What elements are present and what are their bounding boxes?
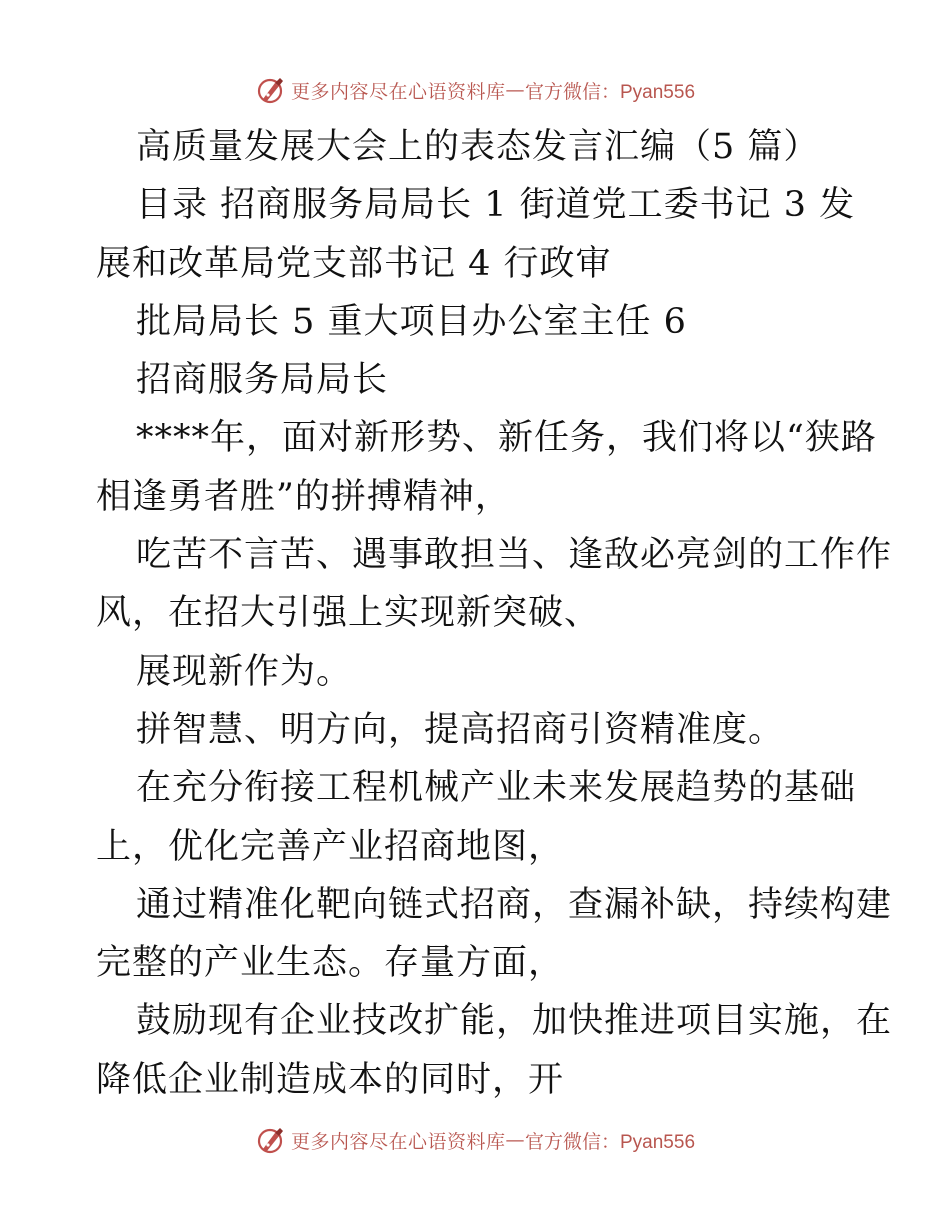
footer-separator: — xyxy=(505,1129,525,1151)
paragraph-line: 降低企业制造成本的同时，开 xyxy=(96,1059,565,1100)
footer-promo-text: 更多内容尽在心语资料库 xyxy=(290,1130,506,1153)
paragraph-line: ****年，面对新形势、新任务，我们将以“狭路 xyxy=(136,418,877,459)
paragraph-line: 拼智慧、明方向，提高招商引资精准度。 xyxy=(136,709,785,750)
paragraph-line: 鼓励现有企业技改扩能，加快推进项目实施，在 xyxy=(136,1001,893,1042)
paragraph-line: 上，优化完善产业招商地图， xyxy=(96,826,565,867)
paragraph-line: 展现新作为。 xyxy=(136,651,353,692)
paragraph-line: 在充分衔接工程机械产业未来发展趋势的基础 xyxy=(136,768,857,809)
toc-line: 目录 招商服务局局长 1 街道党工委书记 3 发 xyxy=(136,185,856,226)
section-heading: 招商服务局局长 xyxy=(136,360,389,401)
header-banner xyxy=(0,72,950,108)
pen-nib-logo-icon xyxy=(255,1125,285,1155)
pen-nib-logo-icon xyxy=(255,75,285,105)
footer-wechat-text: 官方微信：Pyan556 xyxy=(525,1131,696,1153)
header-promo-text: 更多内容尽在心语资料库 xyxy=(290,80,506,103)
document-title-line: 高质量发展大会上的表态发言汇编（5 篇） xyxy=(136,127,820,167)
paragraph-line: 风，在招大引强上实现新突破、 xyxy=(96,593,601,634)
paragraph-line: 完整的产业生态。存量方面， xyxy=(96,943,565,984)
toc-line: 批局局长 5 重大项目办公室主任 6 xyxy=(136,301,687,342)
paragraph-line: 相逢勇者胜”的拼搏精神， xyxy=(96,476,511,517)
paragraph-line: 通过精准化靶向链式招商，查漏补缺，持续构建 xyxy=(136,884,893,925)
document-body xyxy=(96,118,893,1109)
header-wechat-text: 官方微信：Pyan556 xyxy=(525,81,696,103)
header-separator: — xyxy=(505,79,525,101)
footer-banner xyxy=(0,1122,950,1158)
paragraph-line: 吃苦不言苦、遇事敢担当、逢敌必亮剑的工作作 xyxy=(136,535,893,576)
toc-line: 展和改革局党支部书记 4 行政审 xyxy=(96,243,612,284)
